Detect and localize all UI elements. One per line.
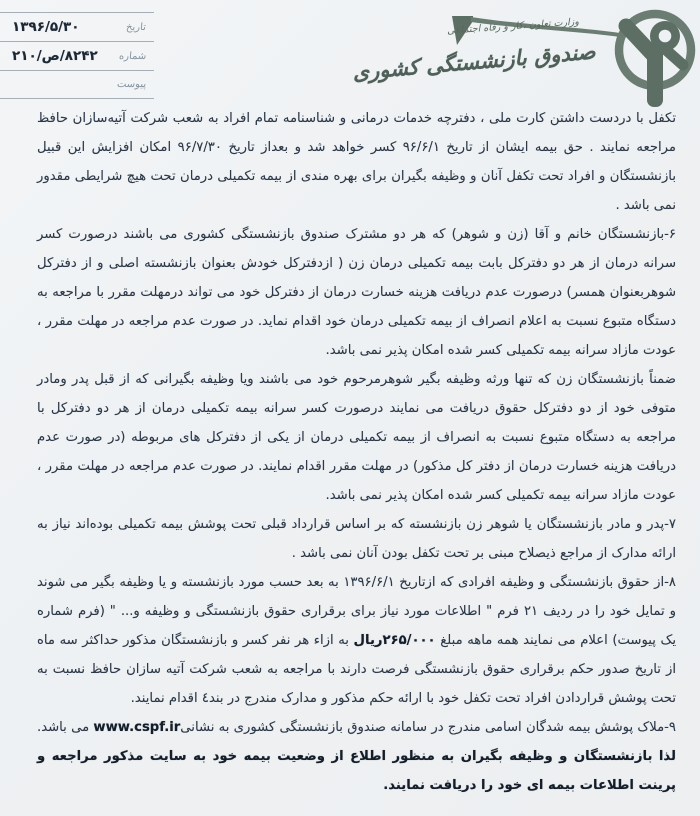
text-run: ۷-پدر و مادر بازنشستگان یا شوهر زن بازنشسته که بر اساس قرارداد قبلی تحت پوشش بیمه تکمیلی بوده‌اند نیاز به ارائه مدارک از مراجع ذیصلاح مبنی بر تحت تکفل بودن آنان نمی باشد .	[37, 517, 676, 561]
text-run: ضمناً بازنشستگان زن که تنها ورثه وظیفه بگیر شوهرمرحوم خود می باشند ویا وظیفه بگیرانی که از قبل پدر ومادر متوفی خود از دو دفترکل حقوق دریافت می نمایند درصورت کسر سرانه بیمه تکمیلی درمان از هر دو دفترکل با مراجعه به دستگاه متبوع نسبت به انصراف از بیمه تکمیلی درمان از یکی از دفترکل های مربوطه (در صورت عدم دریافت هزینه خسارت درمان از دفتر کل مذکور) در مهلت مقرر اقدام نمایند. در صورت عدم مراجعه در مهلت مقرر ، عودت مازاد سرانه بیمه تکمیلی کسر شده امکان پذیر نمی باشد.	[37, 372, 676, 503]
text-run: به ازاء هر نفر کسر و بازنشستگان مذکور حداکثر سه ماه از تاریخ صدور حکم برقراری حقوق بازنشستگی فرصت دارند با مراجعه به شعب شرکت آتیه سازان حافظ نسبت به تحت پوشش قراردادن افراد تحت تکفل خود با ارائه حکم مذکور و مدارک مندرج در بند٤ اقدام نمایند.	[37, 633, 676, 706]
stamp-row-attachment	[0, 70, 154, 99]
closing-emphasis: لذا بازنشستگان و وظیفه بگیران به منظور اطلاع از وضعیت بیمه خود به سایت مذکور مراجعه و پرینت اطلاعات بیمه ای خود را دریافت نمایند.	[37, 749, 676, 793]
paragraph-item-6-note	[37, 365, 676, 510]
website-url: www.cspf.ir	[93, 720, 181, 735]
org-name-calligraphy: صندوق بازنشستگی کشوری	[351, 39, 597, 85]
attachment-label: پیوست	[116, 79, 147, 90]
text-run: ۶-بازنشستگان خانم و آقا (زن و شوهر) که هر دو مشترک صندوق بازنشستگی کشوری می باشند درصورت کسر سرانه درمان از هر دو دفترکل بابت بیمه تکمیلی درمان زن ( ازدفترکل خودش بعنوان بازنشسته اصلی و از دفترکل شوهربعنوان همسر) درصورت عدم دریافت هزینه خسارت درمان از دفترکل خود می تواند درمهلت مقرر با مراجعه به دستگاه متبوع نسبت به اعلام انصراف از بیمه تکمیلی درمان خود اقدام نماید. در صورت عدم مراجعه در مهلت مقرر ، عودت مازاد سرانه بیمه تکمیلی کسر شده امکان پذیر نمی باشد.	[37, 227, 676, 358]
date-value: ۱۳۹۶/۵/۳۰	[12, 19, 80, 35]
text-run: ۹-ملاک پوشش بیمه شدگان اسامی مندرج در سامانه صندوق بازنشستگی کشوری به نشانی	[180, 720, 676, 735]
text-run: ۸-از حقوق بازنشستگی و وظیفه افرادی که ازتاریخ ۱۳۹۶/۶/۱ به بعد حسب مورد بازنشسته و یا وظیفه بگیر می شوند و تمایل خود را در ردیف ۲۱ فرم " اطلاعات مورد نیاز برای برقراری حقوق بازنشستگی و وظیفه و... " (فرم شماره یک پیوست) اعلام می نمایند همه ماهه مبلغ	[37, 575, 676, 648]
date-label: تاریخ	[125, 21, 147, 33]
rial-amount: ۲۶۵/۰۰۰ریال	[353, 633, 436, 648]
stamp-row-date	[0, 12, 154, 41]
letter-body	[37, 104, 676, 800]
number-label: شماره	[118, 50, 147, 62]
stamp-box	[0, 12, 154, 99]
paragraph-takaful-continuation	[37, 104, 676, 220]
paragraph-item-7	[37, 510, 676, 568]
text-run: می باشد.	[37, 720, 94, 735]
paragraph-item-9	[37, 713, 676, 800]
stamp-row-number	[0, 41, 154, 70]
number-value: ۸۲۴۲/ص/۲۱۰	[12, 48, 98, 64]
text-run: تکفل با دردست داشتن کارت ملی ، دفترچه خدمات درمانی و شناسنامه تمام افراد به شعب شرکت آتیه‌سازان حافظ مراجعه نمایند . حق بیمه ایشان از تاریخ ۹۶/۶/۱ کسر خواهد شد و بعداز تاریخ ۹۶/۷/۳۰ امکان افزایش این قبیل بازنشستگان و افراد تحت تکفل آنان و وظیفه بگیران برای بهره مندی از بیمه تکمیلی درمان تحت هیچ شرایطی مقدور نمی باشد .	[37, 111, 677, 213]
paragraph-item-8	[37, 568, 676, 713]
paragraph-item-6	[37, 220, 676, 365]
ministry-caption: وزارت تعاون ،کار و رفاه اجتماعی	[446, 16, 580, 37]
